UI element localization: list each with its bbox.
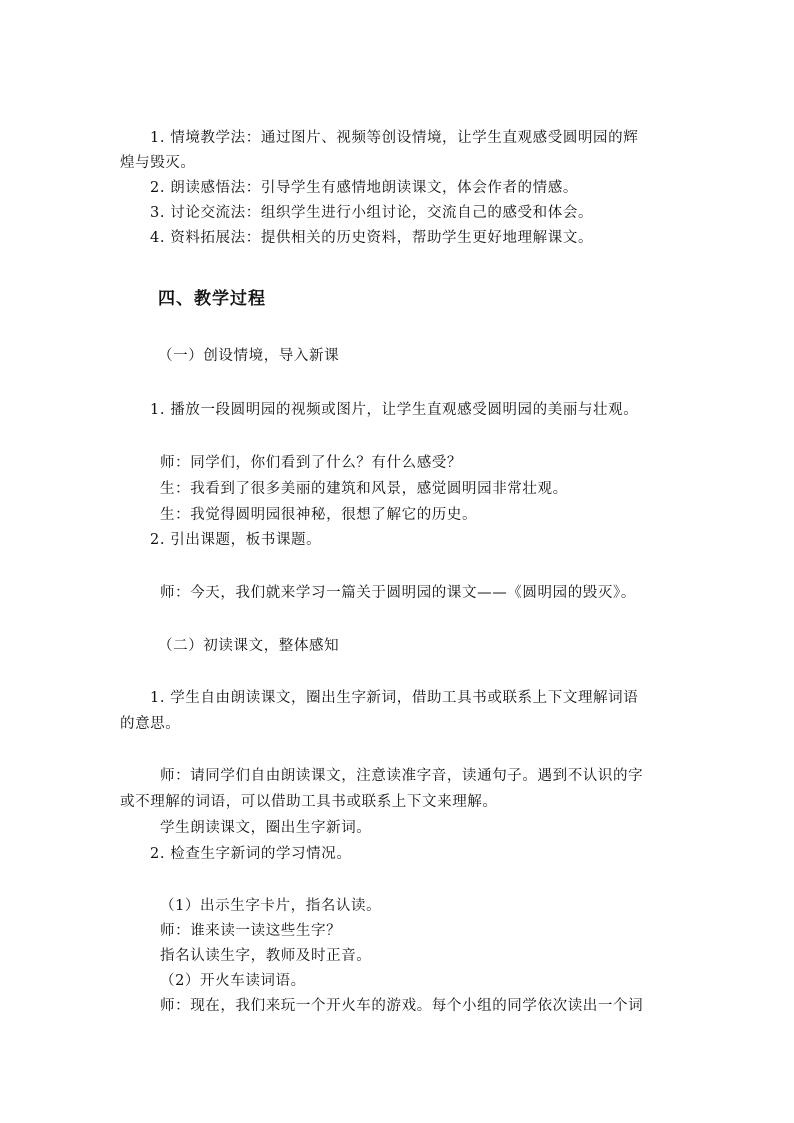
part2-sub2-teacher: 师：现在，我们来玩一个开火车的游戏。每个小组的同学依次读出一个词: [160, 998, 644, 1014]
method-1-line-1: 1. 情境教学法：通过图片、视频等创设情境，让学生直观感受圆明园的辉: [150, 130, 639, 146]
part2-sub1-teacher: 师：谁来读一读这些生字？: [160, 923, 342, 939]
part1-dialog-teacher: 师：同学们，你们看到了什么？有什么感受？: [160, 455, 462, 471]
part1-step1: 1. 播放一段圆明园的视频或图片，让学生直观感受圆明园的美丽与壮观。: [150, 402, 639, 418]
part1-step2: 2. 引出课题，板书课题。: [150, 532, 322, 548]
part1-teacher: 师：今天，我们就来学习一篇关于圆明园的课文——《圆明园的毁灭》。: [160, 585, 636, 601]
part2-students: 学生朗读课文，圈出生字新词。: [160, 820, 372, 836]
part2-title: （二）初读课文，整体感知: [158, 638, 340, 654]
method-1-line-2: 煌与毁灭。: [120, 155, 196, 171]
part2-sub2: （2）开火车读词语。: [160, 973, 306, 989]
part2-step2: 2. 检查生字新词的学习情况。: [150, 846, 352, 862]
part2-step1-line-1: 1. 学生自由朗读课文，圈出生字新词，借助工具书或联系上下文理解词语: [150, 690, 639, 706]
part1-dialog-student-1: 生：我看到了很多美丽的建筑和风景，感觉圆明园非常壮观。: [160, 481, 568, 497]
part1-dialog-student-2: 生：我觉得圆明园很神秘，很想了解它的历史。: [160, 507, 478, 523]
part2-sub1-action: 指名认读生字，教师及时正音。: [160, 948, 372, 964]
method-2: 2. 朗读感悟法：引导学生有感情地朗读课文，体会作者的情感。: [150, 180, 578, 196]
part2-sub1: （1）出示生字卡片，指名认读。: [160, 898, 382, 914]
part1-title: （一）创设情境，导入新课: [158, 348, 340, 364]
method-3: 3. 讨论交流法：组织学生进行小组讨论，交流自己的感受和体会。: [150, 205, 594, 221]
part2-step1-line-2: 的意思。: [120, 716, 181, 732]
part2-teacher-line-2: 或不理解的词语，可以借助工具书或联系上下文来理解。: [120, 794, 498, 810]
method-4: 4. 资料拓展法：提供相关的历史资料，帮助学生更好地理解课文。: [150, 230, 594, 246]
section-heading: 四、教学过程: [158, 289, 266, 309]
part2-teacher-line-1: 师：请同学们自由朗读课文，注意读准字音，读通句子。遇到不认识的字: [160, 768, 644, 784]
